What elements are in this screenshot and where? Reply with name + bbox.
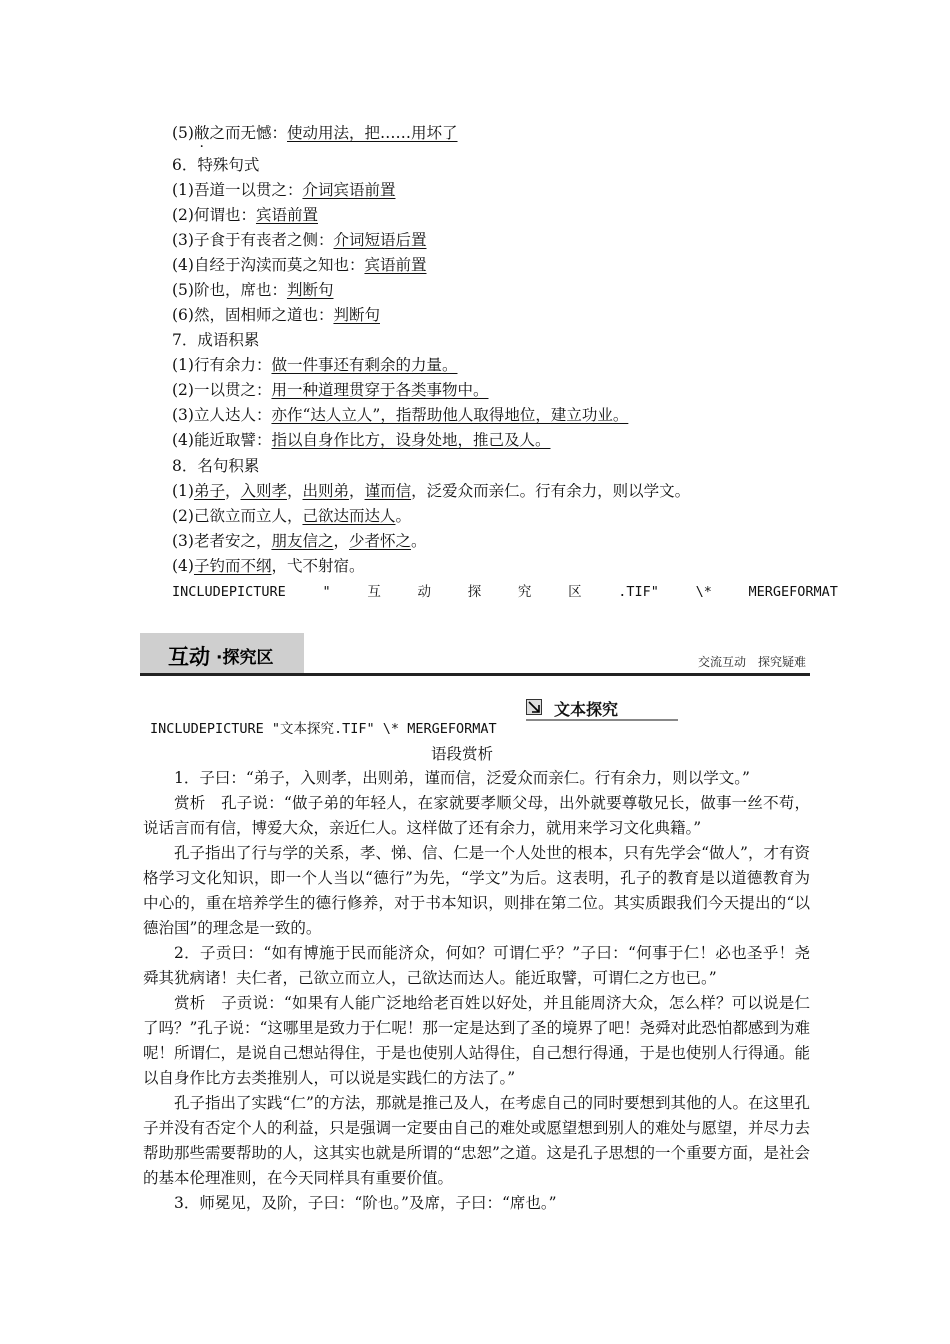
idiom-4: (4)能近取譬：指以自身作比方，设身处地，推己及人。 (172, 431, 551, 449)
section-subtitle: 语段赏析 (431, 745, 494, 763)
analysis-2: 孔子指出了实践“仁”的方法，那就是推己及人，在考虑自己的同时要想到其他的人。在这里孔子并没有否定个人的利益，只是强调一定要由自己的难处或愿望想到别人的难处与愿望，并尽力去帮助那些需要帮助的人，这其实也就是所谓的“忠恕”之道。这是孔子思想的一个重要方面，是社会的基本伦理准则，在今天同样具有重要价值。 (143, 1094, 810, 1187)
idiom-1: (1)行有余力：做一件事还有剩余的力量。 (172, 356, 458, 374)
syntax-5: (5)阶也，席也：判断句 (172, 281, 334, 299)
syntax-3: (3)子食于有丧者之侧：介词短语后置 (172, 231, 427, 249)
commentary-2: 赏析 子贡说：“如果有人能广泛地给老百姓以好处，并且能周济大众，怎么样？可以说是仁了吗？”孔子说：“这哪里是致力于仁呢！那一定是达到了圣的境界了吧！尧舜对此恐怕都感到为难呢！所谓仁，是说自己想站得住，于是也使别人站得住，自己想行得通，于是也使别人行得通。能以自身作比方去类推别人，可以说是实践仁的方法了。” (143, 994, 810, 1087)
quote-2: (2)己欲立而立人，己欲达而达人。 (172, 507, 411, 525)
idiom-2: (2)一以贯之：用一种道理贯穿于各类事物中。 (172, 381, 489, 399)
banner-subtitle: ·探究区 (216, 648, 274, 668)
banner-title: 互动 (168, 645, 210, 669)
syntax-1: (1)吾道一以贯之：介词宾语前置 (172, 181, 396, 199)
heading-6: 6．特殊句式 (172, 156, 260, 174)
item-5-label: (5)敝之而无憾： (172, 124, 287, 142)
include-picture-field-2: INCLUDEPICTURE "文本探究.TIF" \* MERGEFORMAT (150, 721, 497, 737)
include-picture-field-1: INCLUDEPICTURE " 互 动 探 究 区 .TIF" \* MERGEFORMAT (172, 584, 838, 600)
commentary-1: 赏析 孔子说：“做子弟的年轻人，在家就要孝顺父母，出外就要尊敬兄长，做事一丝不苟，说话言而有信，博爱大众，亲近仁人。这样做了还有余力，就用来学习文化典籍。” (143, 794, 810, 837)
syntax-6: (6)然，固相师之道也：判断句 (172, 306, 380, 324)
heading-8: 8．名句积累 (172, 457, 260, 475)
passage-1: 1．子曰：“弟子，入则孝，出则弟，谨而信，泛爱众而亲仁。行有余力，则以学文。” (174, 769, 750, 787)
quote-4: (4)子钓而不纲，弋不射宿。 (172, 557, 365, 575)
section-banner (140, 633, 810, 675)
passage-3: 3．师冕见，及阶，子曰：“阶也。”及席，子曰：“席也。” (174, 1194, 557, 1212)
item-5-answer: 使动用法，把……用坏了 (287, 124, 458, 142)
banner-rule (140, 673, 810, 676)
banner-right-text: 交流互动 探究疑难 (697, 655, 806, 669)
section-badge-rule (526, 719, 678, 721)
idiom-3: (3)立人达人：亦作“达人立人”，指帮助他人取得地位，建立功业。 (172, 406, 629, 424)
section-badge-label: 文本探究 (554, 700, 619, 719)
quote-3: (3)老者安之，朋友信之，少者怀之。 (172, 532, 427, 550)
quote-1: (1)弟子，入则孝，出则弟，谨而信，泛爱众而亲仁。行有余力，则以学文。 (172, 482, 691, 500)
passage-2: 2．子贡曰：“如有博施于民而能济众，何如？可谓仁乎？”子曰：“何事于仁！必也圣乎！尧舜其犹病诸！夫仁者，己欲立而立人，己欲达而达人。能近取譬，可谓仁之方也已。” (143, 944, 810, 987)
heading-7: 7．成语积累 (172, 331, 260, 349)
syntax-4: (4)自经于沟渎而莫之知也：宾语前置 (172, 256, 427, 274)
corner-arrow-icon (526, 699, 542, 715)
analysis-1: 孔子指出了行与学的关系，孝、悌、信、仁是一个人处世的根本，只有先学会“做人”，才有资格学习文化知识，即一个人当以“德行”为先，“学文”为后。这表明，孔子的教育是以道德教育为中心的，重在培养学生的德行修养，对于书本知识，则排在第二位。其实质跟我们今天提出的“以德治国”的理念是一致的。 (143, 844, 810, 937)
section-badge (526, 697, 678, 723)
syntax-2: (2)何谓也：宾语前置 (172, 206, 318, 224)
item-5 (172, 121, 458, 145)
